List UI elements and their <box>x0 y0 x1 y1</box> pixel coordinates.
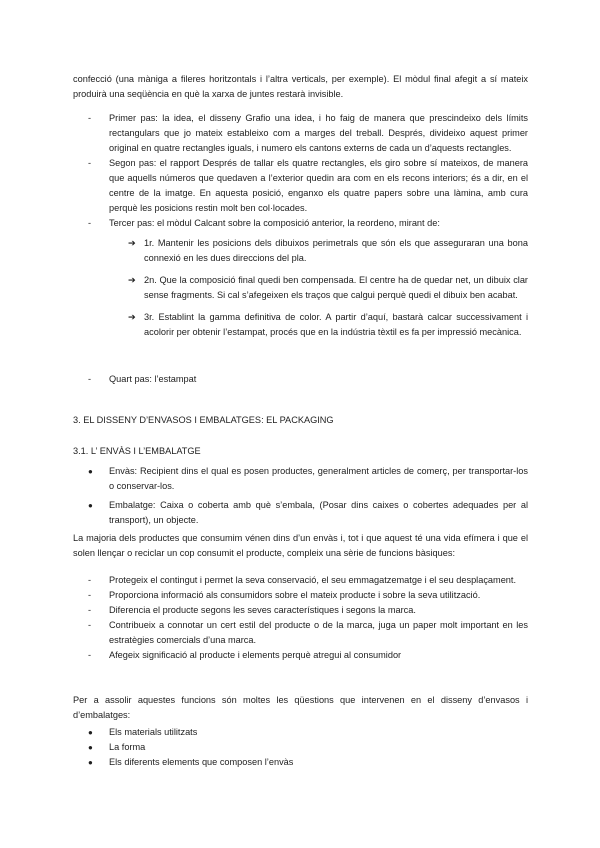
list-item <box>88 156 528 216</box>
list-item <box>128 310 528 340</box>
list-item-text: Embalatge: Caixa o coberta amb què s’embala, (Posar dins caixes o cobertes adequades per al transport), un objecte. <box>109 500 528 525</box>
list-item-text: Protegeix el contingut i permet la seva conservació, el seu emmagatzematge i el seu desplaçament. <box>109 575 517 585</box>
sub-steps-list <box>128 236 528 347</box>
bullet-icon: ● <box>88 501 93 510</box>
bullet-icon: ● <box>88 728 93 737</box>
definitions-list <box>88 464 528 532</box>
list-item-text: Tercer pas: el mòdul Calcant sobre la composició anterior, la reordeno, mirant de: <box>109 218 440 228</box>
list-item <box>88 498 528 528</box>
subsection-heading: 3.1. L’ ENVÀS I L’EMBALATGE <box>73 446 201 456</box>
list-item-text: Primer pas: la idea, el disseny Grafio una idea, i ho faig de manera que prescindeixo dels límits rectangulars que jo mateix estableixo com a marges del treball. Després, divideixo aquest primer original en quatre rectangles iguals, i numero els cantons externs de cada un d’aquests rectangles. <box>109 113 528 153</box>
list-item <box>88 755 528 770</box>
list-item-text: 2n. Que la composició final quedi ben compensada. El centre ha de quedar net, un dibuix clar sense fragments. Si cal s’afegeixen els traços que calgui perquè quedi el dibuix ben acabat. <box>144 275 528 300</box>
list-item <box>88 618 528 648</box>
list-item <box>88 588 528 603</box>
list-item <box>88 648 528 663</box>
list-item-text: Els materials utilitzats <box>109 727 198 737</box>
list-item-text: Els diferents elements que composen l’envàs <box>109 757 294 767</box>
quart-pas-list <box>88 372 528 387</box>
list-marker: - <box>88 374 92 384</box>
list-item <box>88 603 528 618</box>
list-item-text: 1r. Mantenir les posicions dels dibuixos perimetrals que són els que asseguraran una bona connexió en les dues direccions del pla. <box>144 238 528 263</box>
list-item-text: Segon pas: el rapport Després de tallar els quatre rectangles, els giro sobre sí mateixos, de manera que aquells números que quedaven a l’exterior quedin ara com en els recons interiors; és a dir, en el centre de la imatge. En aquesta posició, enganxo els quatre papers sobre una làmina, amb cura perquè les posicions restin molt ben col·locades. <box>109 158 528 213</box>
list-item <box>128 236 528 266</box>
list-marker: - <box>88 575 92 585</box>
list-item-text: Envàs: Recipient dins el qual es posen productes, generalment articles de comerç, per transportar-los o conservar-los. <box>109 466 528 491</box>
list-marker: - <box>88 650 92 660</box>
intro-paragraph: confecció (una màniga a fileres horitzontals i l’altra verticals, per exemple). El mòdul final afegit a sí mateix produirà una seqüència en què la xarxa de juntes restarà invisible. <box>73 74 528 99</box>
list-item <box>88 216 528 231</box>
section-heading: 3. EL DISSENY D’ENVASOS I EMBALATGES: EL PACKAGING <box>73 415 334 425</box>
bullet-icon: ● <box>88 758 93 767</box>
functions-intro-paragraph: La majoria dels productes que consumim vénen dins d’un envàs i, tot i que aquest té una vida efímera i que el solen llençar o reciclar un cop consumit el producte, compleix una sèrie de funcions bàsiques: <box>73 533 528 558</box>
list-item <box>88 372 528 387</box>
questions-intro-paragraph: Per a assolir aquestes funcions són moltes les qüestions que intervenen en el disseny d’envasos i d’embalatges: <box>73 695 528 720</box>
arrow-icon: ➔ <box>128 312 136 322</box>
arrow-icon: ➔ <box>128 275 136 285</box>
list-item <box>88 573 528 588</box>
list-item <box>88 725 528 740</box>
list-item <box>88 740 528 755</box>
functions-list <box>88 573 528 663</box>
list-item-text: 3r. Establint la gamma definitiva de color. A partir d’aquí, bastarà calcar successivament i acolorir per obtenir l’estampat, procés que en la indústria tèxtil es fa per impressió mecànica. <box>144 312 528 337</box>
list-item-text: La forma <box>109 742 146 752</box>
list-item <box>88 464 528 494</box>
list-marker: - <box>88 113 92 123</box>
list-item-text: Afegeix significació al producte i elements perquè atregui al consumidor <box>109 650 402 660</box>
questions-list <box>88 725 528 770</box>
list-marker: - <box>88 590 92 600</box>
list-item-text: Diferencia el producte segons les seves característiques i segons la marca. <box>109 605 416 615</box>
arrow-icon: ➔ <box>128 238 136 248</box>
bullet-icon: ● <box>88 467 93 476</box>
steps-list <box>88 111 528 231</box>
list-item <box>88 111 528 156</box>
list-item-text: Quart pas: l’estampat <box>109 374 197 384</box>
list-marker: - <box>88 620 92 630</box>
list-item <box>128 273 528 303</box>
list-item-text: Contribueix a connotar un cert estil del producte o de la marca, juga un paper molt important en les estratègies comercials d’una marca. <box>109 620 528 645</box>
list-item-text: Proporciona informació als consumidors sobre el mateix producte i sobre la seva utilització. <box>109 590 481 600</box>
list-marker: - <box>88 605 92 615</box>
list-marker: - <box>88 218 92 228</box>
bullet-icon: ● <box>88 743 93 752</box>
list-marker: - <box>88 158 92 168</box>
